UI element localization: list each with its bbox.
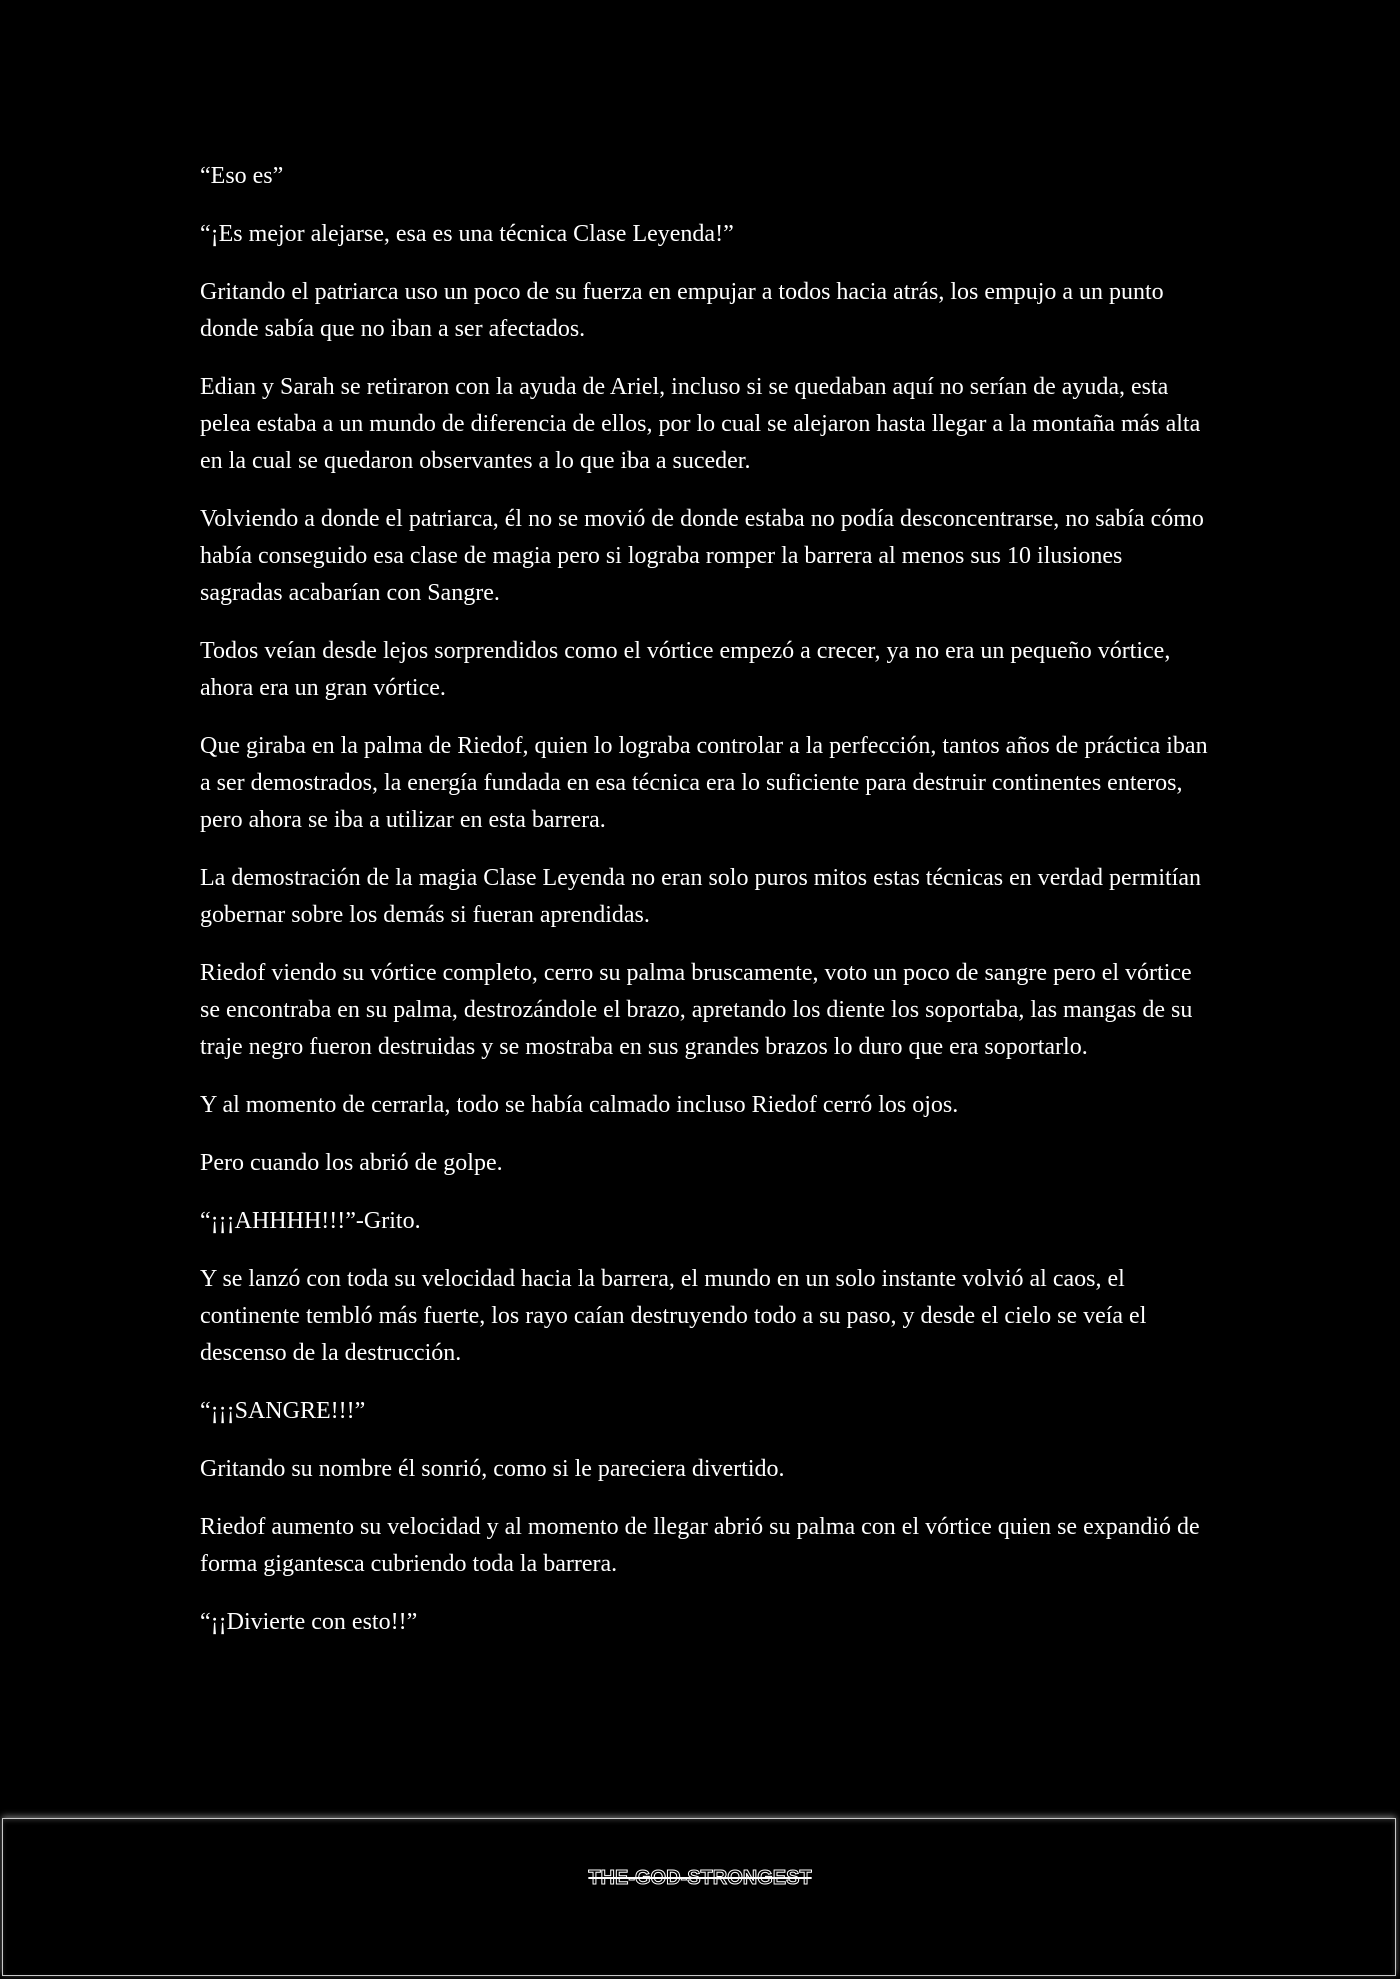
paragraph-2: “¡Es mejor alejarse, esa es una técnica Clase Leyenda!” (200, 221, 734, 247)
paragraph-7: Que giraba en la palma de Riedof, quien lo lograba controlar a la perfección, tantos años de práctica iban a ser demostrados, la energía fundada en esa técnica era lo suficiente para destruir continentes enteros, pero ahora se iba a utilizar en esta barrera. (200, 733, 1208, 833)
paragraph-4: Edian y Sarah se retiraron con la ayuda de Ariel, incluso si se quedaban aquí no serían de ayuda, esta pelea estaba a un mundo de diferencia de ellos, por lo cual se alejaron hasta llegar a la montaña más alta en la cual se quedaron observantes a lo que iba a suceder. (200, 374, 1201, 474)
paragraph-5: Volviendo a donde el patriarca, él no se movió de donde estaba no podía desconcentrarse, no sabía cómo había conseguido esa clase de magia pero si lograba romper la barrera al menos sus 10 ilusiones sagradas acabarían con Sangre. (200, 506, 1204, 606)
paragraph-6: Todos veían desde lejos sorprendidos como el vórtice empezó a crecer, ya no era un pequeño vórtice, ahora era un gran vórtice. (200, 638, 1171, 701)
story-text (200, 158, 1210, 1662)
footer-title: THE-GOD-STRONGEST (588, 1867, 812, 1889)
paragraph-13: Y se lanzó con toda su velocidad hacia la barrera, el mundo en un solo instante volvió al caos, el continente tembló más fuerte, los rayo caían destruyendo todo a su paso, y desde el cielo se veía el descenso de la destrucción. (200, 1266, 1147, 1366)
paragraph-11: Pero cuando los abrió de golpe. (200, 1150, 503, 1176)
paragraph-16: Riedof aumento su velocidad y al momento de llegar abrió su palma con el vórtice quien se expandió de forma gigantesca cubriendo toda la barrera. (200, 1514, 1200, 1577)
paragraph-3: Gritando el patriarca uso un poco de su fuerza en empujar a todos hacia atrás, los empujo a un punto donde sabía que no iban a ser afectados. (200, 279, 1164, 342)
footer-panel (2, 1818, 1396, 1976)
paragraph-10: Y al momento de cerrarla, todo se había calmado incluso Riedof cerró los ojos. (200, 1092, 959, 1118)
paragraph-14: “¡¡¡SANGRE!!!” (200, 1398, 366, 1424)
paragraph-12: “¡¡¡AHHHH!!!”-Grito. (200, 1208, 421, 1234)
paragraph-8: La demostración de la magia Clase Leyenda no eran solo puros mitos estas técnicas en verdad permitían gobernar sobre los demás si fueran aprendidas. (200, 865, 1201, 928)
paragraph-1: “Eso es” (200, 163, 284, 189)
paragraph-17: “¡¡Divierte con esto!!” (200, 1609, 418, 1635)
paragraph-9: Riedof viendo su vórtice completo, cerro su palma bruscamente, voto un poco de sangre pero el vórtice se encontraba en su palma, destrozándole el brazo, apretando los diente los soportaba, las mangas de su traje negro fueron destruidas y se mostraba en sus grandes brazos lo duro que era soportarlo. (200, 960, 1193, 1060)
paragraph-15: Gritando su nombre él sonrió, como si le pareciera divertido. (200, 1456, 785, 1482)
